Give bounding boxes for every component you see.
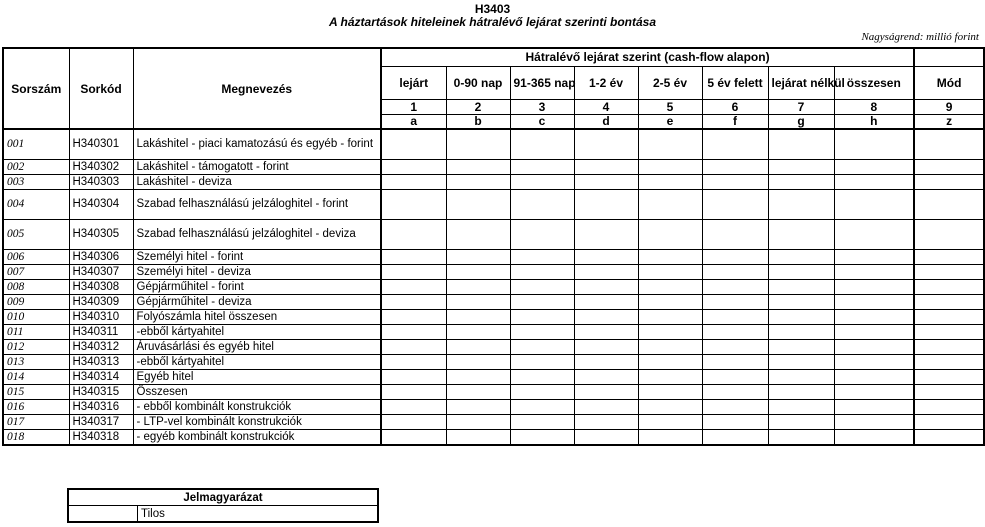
row-value-cell[interactable]	[768, 355, 834, 370]
row-sorkod: H340318	[69, 430, 133, 446]
header-mod-blank	[914, 48, 984, 66]
row-value-cell[interactable]	[381, 160, 446, 175]
row-sorkod: H340311	[69, 325, 133, 340]
row-sorszam: 017	[3, 415, 69, 430]
row-value-cell[interactable]	[834, 265, 914, 280]
header-megnevezes: Megnevezés	[133, 48, 381, 129]
table-row	[3, 175, 984, 190]
row-sorkod: H340304	[69, 190, 133, 220]
table-title: A háztartások hiteleinek hátralévő lejárat szerinti bontása	[329, 15, 656, 29]
table-row	[3, 220, 984, 250]
row-value-cell[interactable]	[510, 340, 574, 355]
row-value-cell[interactable]	[574, 355, 638, 370]
header-col-6: 5 év felett	[702, 66, 768, 99]
row-megnevezes: Összesen	[133, 385, 381, 400]
table-row	[3, 190, 984, 220]
table-row	[3, 340, 984, 355]
row-value-cell[interactable]	[638, 175, 702, 190]
row-value-cell[interactable]	[702, 160, 768, 175]
row-value-cell[interactable]	[446, 295, 510, 310]
header-letter-7: g	[768, 114, 834, 129]
row-mod-cell[interactable]	[914, 190, 984, 220]
row-value-cell[interactable]	[574, 385, 638, 400]
row-value-cell[interactable]	[574, 160, 638, 175]
row-value-cell[interactable]	[446, 129, 510, 160]
table-row	[3, 160, 984, 175]
row-mod-cell[interactable]	[914, 175, 984, 190]
row-value-cell[interactable]	[446, 280, 510, 295]
row-value-cell[interactable]	[834, 325, 914, 340]
header-letter-4: d	[574, 114, 638, 129]
row-megnevezes: Gépjárműhitel - forint	[133, 280, 381, 295]
row-value-cell[interactable]	[446, 265, 510, 280]
row-value-cell[interactable]	[834, 385, 914, 400]
row-value-cell[interactable]	[768, 160, 834, 175]
table-row	[3, 400, 984, 415]
row-value-cell[interactable]	[381, 430, 446, 446]
row-value-cell[interactable]	[510, 160, 574, 175]
row-megnevezes: Egyéb hitel	[133, 370, 381, 385]
row-value-cell[interactable]	[638, 325, 702, 340]
row-megnevezes: Személyi hitel - forint	[133, 250, 381, 265]
header-col-2: 0-90 nap	[446, 66, 510, 99]
row-sorszam: 016	[3, 400, 69, 415]
row-mod-cell[interactable]	[914, 325, 984, 340]
row-sorkod: H340317	[69, 415, 133, 430]
row-mod-cell[interactable]	[914, 430, 984, 446]
row-value-cell[interactable]	[381, 340, 446, 355]
row-value-cell[interactable]	[446, 415, 510, 430]
row-value-cell[interactable]	[768, 340, 834, 355]
row-value-cell[interactable]	[638, 250, 702, 265]
row-megnevezes: - egyéb kombinált konstrukciók	[133, 430, 381, 446]
row-value-cell[interactable]	[638, 355, 702, 370]
row-value-cell[interactable]	[446, 325, 510, 340]
header-sorkod: Sorkód	[69, 48, 133, 129]
row-value-cell[interactable]	[574, 430, 638, 446]
header-sorszam: Sorszám	[3, 48, 69, 129]
row-value-cell[interactable]	[510, 370, 574, 385]
row-mod-cell[interactable]	[914, 370, 984, 385]
row-value-cell[interactable]	[768, 415, 834, 430]
table-body	[3, 129, 984, 445]
row-value-cell[interactable]	[510, 295, 574, 310]
row-value-cell[interactable]	[768, 175, 834, 190]
table-row	[3, 250, 984, 265]
row-value-cell[interactable]	[702, 385, 768, 400]
row-mod-cell[interactable]	[914, 160, 984, 175]
row-sorszam: 006	[3, 250, 69, 265]
header-col-8: összesen	[834, 66, 914, 99]
table-code: H3403	[474, 2, 511, 16]
row-value-cell[interactable]	[834, 295, 914, 310]
row-megnevezes: Szabad felhasználású jelzáloghitel - deviza	[133, 220, 381, 250]
header-num-4: 4	[574, 99, 638, 114]
row-value-cell[interactable]	[446, 190, 510, 220]
row-value-cell[interactable]	[510, 400, 574, 415]
row-sorszam: 002	[3, 160, 69, 175]
header-num-7: 7	[768, 99, 834, 114]
header-col-5: 2-5 év	[638, 66, 702, 99]
table-row	[3, 129, 984, 160]
row-value-cell[interactable]	[510, 310, 574, 325]
row-value-cell[interactable]	[381, 295, 446, 310]
row-sorkod: H340313	[69, 355, 133, 370]
header-letter-1: a	[381, 114, 446, 129]
row-sorkod: H340308	[69, 280, 133, 295]
row-value-cell[interactable]	[510, 355, 574, 370]
table-row	[3, 430, 984, 446]
row-value-cell[interactable]	[381, 129, 446, 160]
row-megnevezes: Áruvásárlási és egyéb hitel	[133, 340, 381, 355]
row-value-cell[interactable]	[510, 129, 574, 160]
row-value-cell[interactable]	[702, 175, 768, 190]
row-value-cell[interactable]	[381, 250, 446, 265]
row-value-cell[interactable]	[381, 325, 446, 340]
row-sorszam: 003	[3, 175, 69, 190]
row-value-cell[interactable]	[381, 385, 446, 400]
row-value-cell[interactable]	[446, 430, 510, 446]
row-sorszam: 001	[3, 129, 69, 160]
row-value-cell[interactable]	[702, 250, 768, 265]
row-megnevezes: Személyi hitel - deviza	[133, 265, 381, 280]
header-mod-letter: z	[914, 114, 984, 129]
row-value-cell[interactable]	[510, 430, 574, 446]
row-value-cell[interactable]	[574, 325, 638, 340]
row-value-cell[interactable]	[381, 175, 446, 190]
row-value-cell[interactable]	[834, 280, 914, 295]
row-value-cell[interactable]	[638, 415, 702, 430]
header-num-5: 5	[638, 99, 702, 114]
row-value-cell[interactable]	[768, 250, 834, 265]
row-value-cell[interactable]	[574, 280, 638, 295]
row-sorkod: H340316	[69, 400, 133, 415]
row-value-cell[interactable]	[510, 280, 574, 295]
row-value-cell[interactable]	[702, 415, 768, 430]
row-value-cell[interactable]	[702, 310, 768, 325]
row-value-cell[interactable]	[574, 250, 638, 265]
row-value-cell[interactable]	[638, 295, 702, 310]
row-value-cell[interactable]	[768, 190, 834, 220]
row-value-cell[interactable]	[768, 220, 834, 250]
table-row	[3, 310, 984, 325]
row-value-cell[interactable]	[381, 265, 446, 280]
unit-label: Nagyságrend: millió forint	[861, 31, 979, 43]
row-megnevezes: -ebből kártyahitel	[133, 325, 381, 340]
header-group: Hátralévő lejárat szerint (cash-flow alapon)	[381, 48, 914, 66]
row-value-cell[interactable]	[702, 340, 768, 355]
row-value-cell[interactable]	[768, 265, 834, 280]
row-value-cell[interactable]	[702, 295, 768, 310]
row-value-cell[interactable]	[834, 430, 914, 446]
row-value-cell[interactable]	[510, 325, 574, 340]
row-sorszam: 004	[3, 190, 69, 220]
legend-swatch	[68, 506, 138, 523]
row-megnevezes: Gépjárműhitel - deviza	[133, 295, 381, 310]
row-value-cell[interactable]	[768, 310, 834, 325]
row-value-cell[interactable]	[834, 250, 914, 265]
table-row	[3, 295, 984, 310]
row-sorkod: H340301	[69, 129, 133, 160]
row-value-cell[interactable]	[638, 160, 702, 175]
row-sorszam: 011	[3, 325, 69, 340]
row-value-cell[interactable]	[574, 129, 638, 160]
row-value-cell[interactable]	[638, 340, 702, 355]
row-sorszam: 008	[3, 280, 69, 295]
row-mod-cell[interactable]	[914, 415, 984, 430]
row-value-cell[interactable]	[702, 265, 768, 280]
row-value-cell[interactable]	[638, 190, 702, 220]
row-mod-cell[interactable]	[914, 355, 984, 370]
row-value-cell[interactable]	[510, 385, 574, 400]
header-letter-3: c	[510, 114, 574, 129]
row-value-cell[interactable]	[446, 400, 510, 415]
header-mod-num: 9	[914, 99, 984, 114]
row-sorszam: 015	[3, 385, 69, 400]
table-row	[3, 265, 984, 280]
row-sorszam: 014	[3, 370, 69, 385]
row-value-cell[interactable]	[702, 325, 768, 340]
row-value-cell[interactable]	[768, 385, 834, 400]
row-value-cell[interactable]	[638, 265, 702, 280]
row-value-cell[interactable]	[446, 160, 510, 175]
row-value-cell[interactable]	[446, 340, 510, 355]
legend-title: Jelmagyarázat	[68, 489, 378, 506]
table-row	[3, 415, 984, 430]
row-value-cell[interactable]	[834, 175, 914, 190]
header-col-3: 91-365 nap	[510, 66, 574, 99]
row-sorszam: 009	[3, 295, 69, 310]
row-value-cell[interactable]	[574, 175, 638, 190]
row-value-cell[interactable]	[702, 400, 768, 415]
row-value-cell[interactable]	[510, 175, 574, 190]
row-value-cell[interactable]	[446, 385, 510, 400]
row-mod-cell[interactable]	[914, 220, 984, 250]
row-mod-cell[interactable]	[914, 340, 984, 355]
header-col-7: lejárat nélkül	[768, 66, 834, 99]
row-value-cell[interactable]	[510, 265, 574, 280]
header-num-6: 6	[702, 99, 768, 114]
row-value-cell[interactable]	[446, 355, 510, 370]
row-value-cell[interactable]	[510, 220, 574, 250]
row-sorkod: H340310	[69, 310, 133, 325]
row-megnevezes: - ebből kombinált konstrukciók	[133, 400, 381, 415]
row-value-cell[interactable]	[702, 190, 768, 220]
legend-box	[67, 488, 379, 523]
row-value-cell[interactable]	[510, 190, 574, 220]
row-value-cell[interactable]	[574, 310, 638, 325]
table-row	[3, 325, 984, 340]
header-num-3: 3	[510, 99, 574, 114]
header-num-8: 8	[834, 99, 914, 114]
row-value-cell[interactable]	[381, 310, 446, 325]
row-value-cell[interactable]	[446, 175, 510, 190]
row-value-cell[interactable]	[638, 310, 702, 325]
row-sorkod: H340315	[69, 385, 133, 400]
row-sorszam: 018	[3, 430, 69, 446]
legend-item-tilos: Tilos	[138, 506, 379, 523]
row-value-cell[interactable]	[834, 370, 914, 385]
row-mod-cell[interactable]	[914, 129, 984, 160]
row-value-cell[interactable]	[638, 280, 702, 295]
row-value-cell[interactable]	[768, 400, 834, 415]
row-sorkod: H340312	[69, 340, 133, 355]
row-value-cell[interactable]	[702, 280, 768, 295]
row-value-cell[interactable]	[768, 295, 834, 310]
row-value-cell[interactable]	[446, 250, 510, 265]
row-megnevezes: Lakáshitel - piaci kamatozású és egyéb - forint	[133, 129, 381, 160]
row-value-cell[interactable]	[702, 220, 768, 250]
row-value-cell[interactable]	[638, 129, 702, 160]
row-value-cell[interactable]	[574, 415, 638, 430]
row-value-cell[interactable]	[834, 310, 914, 325]
table-row	[3, 280, 984, 295]
row-value-cell[interactable]	[574, 340, 638, 355]
row-megnevezes: - LTP-vel kombinált konstrukciók	[133, 415, 381, 430]
row-sorkod: H340303	[69, 175, 133, 190]
row-value-cell[interactable]	[510, 415, 574, 430]
row-mod-cell[interactable]	[914, 295, 984, 310]
row-megnevezes: Szabad felhasználású jelzáloghitel - forint	[133, 190, 381, 220]
row-value-cell[interactable]	[381, 415, 446, 430]
row-value-cell[interactable]	[381, 400, 446, 415]
row-value-cell[interactable]	[702, 355, 768, 370]
row-value-cell[interactable]	[768, 129, 834, 160]
row-megnevezes: Lakáshitel - támogatott - forint	[133, 160, 381, 175]
row-value-cell[interactable]	[381, 190, 446, 220]
row-sorszam: 010	[3, 310, 69, 325]
row-sorkod: H340309	[69, 295, 133, 310]
row-value-cell[interactable]	[834, 400, 914, 415]
row-value-cell[interactable]	[834, 340, 914, 355]
row-sorszam: 005	[3, 220, 69, 250]
row-value-cell[interactable]	[446, 370, 510, 385]
header-letter-5: e	[638, 114, 702, 129]
row-value-cell[interactable]	[574, 220, 638, 250]
header-num-2: 2	[446, 99, 510, 114]
row-mod-cell[interactable]	[914, 400, 984, 415]
row-value-cell[interactable]	[510, 250, 574, 265]
row-value-cell[interactable]	[446, 310, 510, 325]
row-sorszam: 013	[3, 355, 69, 370]
header-mod: Mód	[914, 66, 984, 99]
row-value-cell[interactable]	[638, 400, 702, 415]
table-row	[3, 370, 984, 385]
table-row	[3, 385, 984, 400]
row-value-cell[interactable]	[834, 129, 914, 160]
main-table	[2, 47, 985, 446]
row-value-cell[interactable]	[574, 190, 638, 220]
header-letter-6: f	[702, 114, 768, 129]
row-value-cell[interactable]	[702, 129, 768, 160]
row-value-cell[interactable]	[702, 370, 768, 385]
row-value-cell[interactable]	[638, 220, 702, 250]
row-value-cell[interactable]	[381, 220, 446, 250]
row-sorszam: 012	[3, 340, 69, 355]
row-value-cell[interactable]	[574, 295, 638, 310]
row-sorkod: H340306	[69, 250, 133, 265]
row-value-cell[interactable]	[768, 370, 834, 385]
table-row	[3, 355, 984, 370]
row-megnevezes: Lakáshitel - deviza	[133, 175, 381, 190]
header-col-4: 1-2 év	[574, 66, 638, 99]
row-value-cell[interactable]	[381, 370, 446, 385]
row-mod-cell[interactable]	[914, 265, 984, 280]
row-sorkod: H340307	[69, 265, 133, 280]
row-value-cell[interactable]	[446, 220, 510, 250]
row-value-cell[interactable]	[834, 355, 914, 370]
row-mod-cell[interactable]	[914, 310, 984, 325]
row-megnevezes: -ebből kártyahitel	[133, 355, 381, 370]
row-value-cell[interactable]	[834, 160, 914, 175]
header-num-1: 1	[381, 99, 446, 114]
row-value-cell[interactable]	[768, 430, 834, 446]
row-value-cell[interactable]	[638, 385, 702, 400]
row-value-cell[interactable]	[834, 220, 914, 250]
row-mod-cell[interactable]	[914, 250, 984, 265]
row-value-cell[interactable]	[768, 325, 834, 340]
header-letter-2: b	[446, 114, 510, 129]
header-col-1: lejárt	[381, 66, 446, 99]
row-value-cell[interactable]	[574, 370, 638, 385]
row-mod-cell[interactable]	[914, 385, 984, 400]
row-value-cell[interactable]	[381, 280, 446, 295]
row-value-cell[interactable]	[702, 430, 768, 446]
header-letter-8: h	[834, 114, 914, 129]
row-value-cell[interactable]	[834, 190, 914, 220]
row-value-cell[interactable]	[381, 355, 446, 370]
row-value-cell[interactable]	[638, 430, 702, 446]
row-value-cell[interactable]	[768, 280, 834, 295]
row-value-cell[interactable]	[638, 370, 702, 385]
row-value-cell[interactable]	[574, 265, 638, 280]
row-sorkod: H340305	[69, 220, 133, 250]
row-megnevezes: Folyószámla hitel összesen	[133, 310, 381, 325]
row-sorkod: H340314	[69, 370, 133, 385]
row-sorkod: H340302	[69, 160, 133, 175]
row-sorszam: 007	[3, 265, 69, 280]
row-mod-cell[interactable]	[914, 280, 984, 295]
row-value-cell[interactable]	[574, 400, 638, 415]
row-value-cell[interactable]	[834, 415, 914, 430]
